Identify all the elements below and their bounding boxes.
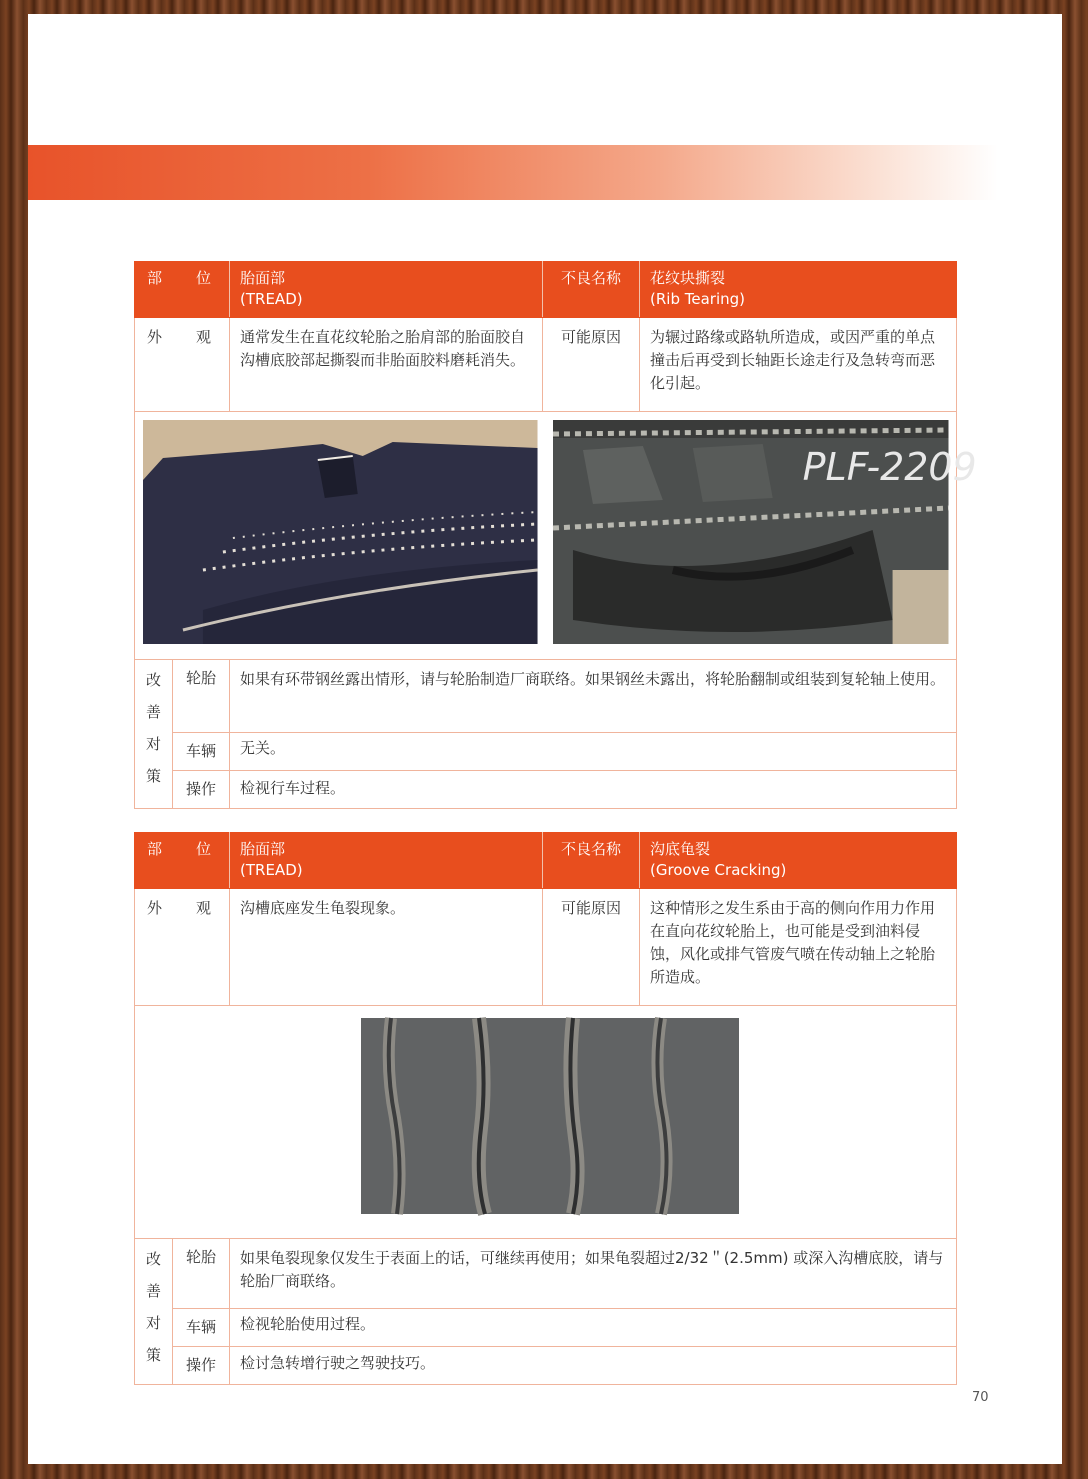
possible-cause-label: 可能原因 — [543, 889, 640, 1006]
position-en: (TREAD) — [240, 861, 303, 879]
tire-label: 轮胎 — [173, 1239, 230, 1309]
operation-measure: 检讨急转增行驶之驾驶技巧。 — [230, 1347, 957, 1385]
tire-label: 轮胎 — [173, 660, 230, 733]
header-banner — [28, 145, 998, 200]
tire-measure: 如果龟裂现象仅发生于表面上的话，可继续再使用；如果龟裂超过2/32＂(2.5mm) 或深入沟槽底胶，请与轮胎厂商联络。 — [230, 1239, 957, 1309]
defect-name-label: 不良名称 — [543, 833, 640, 889]
position-value — [230, 262, 543, 318]
defect-cn: 沟底龟裂 — [650, 840, 711, 858]
possible-cause-text: 为辗过路缘或路轨所造成，或因严重的单点撞击后再受到长轴距长途走行及急转弯而恶化引起。 — [640, 318, 957, 412]
image-row — [135, 1006, 957, 1239]
position-cn: 胎面部 — [240, 269, 286, 287]
tread-sample-photo — [143, 420, 538, 644]
image-row — [135, 412, 977, 660]
position-value — [230, 833, 543, 889]
vehicle-label: 车辆 — [173, 1309, 230, 1347]
possible-cause-label: 可能原因 — [543, 318, 640, 412]
position-en: (TREAD) — [240, 290, 303, 308]
defect-en: (Rib Tearing) — [650, 290, 745, 308]
vehicle-label: 车辆 — [173, 733, 230, 771]
appearance-label: 外 观 — [135, 889, 230, 1006]
position-label: 部 位 — [135, 262, 230, 318]
appearance-text: 沟槽底座发生龟裂现象。 — [230, 889, 543, 1006]
operation-label: 操作 — [173, 1347, 230, 1385]
position-cn: 胎面部 — [240, 840, 286, 858]
appearance-text: 通常发生在直花纹轮胎之胎肩部的胎面胶自沟槽底胶部起撕裂而非胎面胶料磨耗消失。 — [230, 318, 543, 412]
vehicle-measure: 检视轮胎使用过程。 — [230, 1309, 957, 1347]
possible-cause-text: 这种情形之发生系由于高的侧向作用力作用在直向花纹轮胎上，也可能是受到油料侵蚀，风化或排气管废气喷在传动轴上之轮胎所造成。 — [640, 889, 957, 1006]
defect-name-value — [640, 262, 957, 318]
position-label: 部 位 — [135, 833, 230, 889]
defect-en: (Groove Cracking) — [650, 861, 787, 879]
defect-name-value — [640, 833, 957, 889]
vehicle-measure: 无关。 — [230, 733, 957, 771]
defect-table-groove-cracking — [134, 832, 957, 1385]
operation-label: 操作 — [173, 771, 230, 809]
defect-cn: 花纹块撕裂 — [650, 269, 726, 287]
improvement-label: 改 善 对 策 — [135, 1239, 173, 1385]
appearance-label: 外 观 — [135, 318, 230, 412]
document-page — [28, 14, 1062, 1464]
improvement-label: 改 善 对 策 — [135, 660, 173, 809]
defect-table-rib-tearing — [134, 261, 977, 809]
defect-name-label: 不良名称 — [543, 262, 640, 318]
tire-marking-text: PLF-2209 — [802, 444, 977, 490]
groove-cracking-photo — [361, 1018, 739, 1214]
rib-tearing-photo — [553, 420, 977, 644]
tire-measure: 如果有环带钢丝露出情形，请与轮胎制造厂商联络。如果钢丝未露出，将轮胎翻制或组装到复轮轴上使用。 — [230, 660, 957, 733]
page-number: 70 — [972, 1390, 989, 1405]
operation-measure: 检视行车过程。 — [230, 771, 957, 809]
